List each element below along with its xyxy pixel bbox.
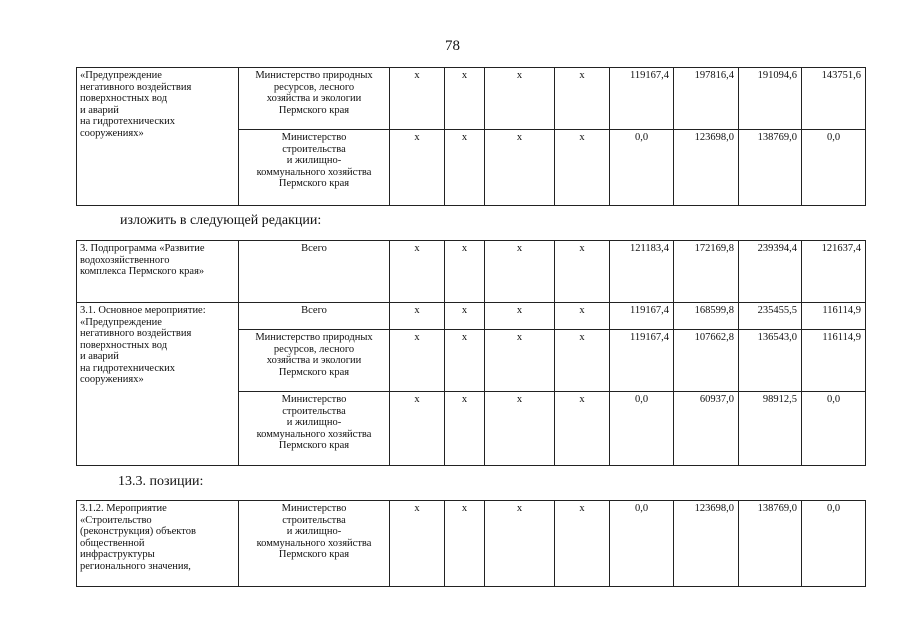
activity-name-cell: 3.1.2. Мероприятие «Строительство (реконструкция) объектов общественной инфраструктуры регионального значения, <box>77 501 239 587</box>
x-cell: х <box>390 330 445 392</box>
x-cell: х <box>445 330 485 392</box>
value-cell: 138769,0 <box>739 130 802 206</box>
x-cell: х <box>485 241 555 303</box>
x-cell: х <box>485 392 555 466</box>
x-cell: х <box>485 330 555 392</box>
table-new-text <box>76 240 866 466</box>
program-name-cell: «Предупреждение негативного воздействия поверхностных вод и аварий на гидротехнических сооружениях» <box>77 68 239 206</box>
value-cell: 168599,8 <box>674 303 739 330</box>
x-cell: х <box>390 241 445 303</box>
x-cell: х <box>390 392 445 466</box>
value-cell: 116114,9 <box>802 330 866 392</box>
x-cell: х <box>445 501 485 587</box>
value-cell: 0,0 <box>802 392 866 466</box>
value-cell: 0,0 <box>610 392 674 466</box>
x-cell: х <box>555 68 610 130</box>
value-cell: 98912,5 <box>739 392 802 466</box>
value-cell: 0,0 <box>610 501 674 587</box>
responsible-cell: Министерство строительства и жилищно- коммунального хозяйства Пермского края <box>239 501 390 587</box>
page-number: 78 <box>445 38 460 54</box>
section-heading: 13.3. позиции: <box>118 474 204 489</box>
value-cell: 143751,6 <box>802 68 866 130</box>
responsible-cell: Министерство природных ресурсов, лесного хозяйства и экологии Пермского края <box>239 68 390 130</box>
x-cell: х <box>445 241 485 303</box>
value-cell: 119167,4 <box>610 68 674 130</box>
x-cell: х <box>555 303 610 330</box>
value-cell: 107662,8 <box>674 330 739 392</box>
responsible-cell: Министерство строительства и жилищно- коммунального хозяйства Пермского края <box>239 392 390 466</box>
table-row <box>77 303 866 330</box>
subprogram-name-cell: 3. Подпрограмма «Развитие водохозяйственного комплекса Пермского края» <box>77 241 239 303</box>
x-cell: х <box>485 68 555 130</box>
table-row <box>77 501 866 587</box>
x-cell: х <box>485 130 555 206</box>
value-cell: 121183,4 <box>610 241 674 303</box>
x-cell: х <box>445 130 485 206</box>
responsible-cell: Всего <box>239 241 390 303</box>
x-cell: х <box>390 130 445 206</box>
amendment-instruction: изложить в следующей редакции: <box>120 213 322 228</box>
x-cell: х <box>390 303 445 330</box>
x-cell: х <box>555 130 610 206</box>
x-cell: х <box>485 501 555 587</box>
value-cell: 235455,5 <box>739 303 802 330</box>
value-cell: 0,0 <box>610 130 674 206</box>
x-cell: х <box>555 501 610 587</box>
x-cell: х <box>390 68 445 130</box>
value-cell: 136543,0 <box>739 330 802 392</box>
table-previous-text <box>76 67 866 206</box>
responsible-cell: Министерство природных ресурсов, лесного хозяйства и экологии Пермского края <box>239 330 390 392</box>
x-cell: х <box>485 303 555 330</box>
value-cell: 138769,0 <box>739 501 802 587</box>
x-cell: х <box>445 68 485 130</box>
value-cell: 0,0 <box>802 501 866 587</box>
responsible-cell: Министерство строительства и жилищно- коммунального хозяйства Пермского края <box>239 130 390 206</box>
table-positions <box>76 500 866 587</box>
x-cell: х <box>555 392 610 466</box>
x-cell: х <box>555 330 610 392</box>
x-cell: х <box>555 241 610 303</box>
x-cell: х <box>390 501 445 587</box>
value-cell: 123698,0 <box>674 501 739 587</box>
value-cell: 123698,0 <box>674 130 739 206</box>
table-row <box>77 241 866 303</box>
x-cell: х <box>445 303 485 330</box>
value-cell: 116114,9 <box>802 303 866 330</box>
value-cell: 172169,8 <box>674 241 739 303</box>
main-activity-name-cell: 3.1. Основное мероприятие: «Предупреждение негативного воздействия поверхностных вод и аварий на гидротехнических сооружениях» <box>77 303 239 466</box>
value-cell: 197816,4 <box>674 68 739 130</box>
value-cell: 119167,4 <box>610 303 674 330</box>
value-cell: 191094,6 <box>739 68 802 130</box>
table-row <box>77 68 866 130</box>
value-cell: 121637,4 <box>802 241 866 303</box>
x-cell: х <box>445 392 485 466</box>
value-cell: 119167,4 <box>610 330 674 392</box>
value-cell: 0,0 <box>802 130 866 206</box>
responsible-cell: Всего <box>239 303 390 330</box>
value-cell: 239394,4 <box>739 241 802 303</box>
value-cell: 60937,0 <box>674 392 739 466</box>
